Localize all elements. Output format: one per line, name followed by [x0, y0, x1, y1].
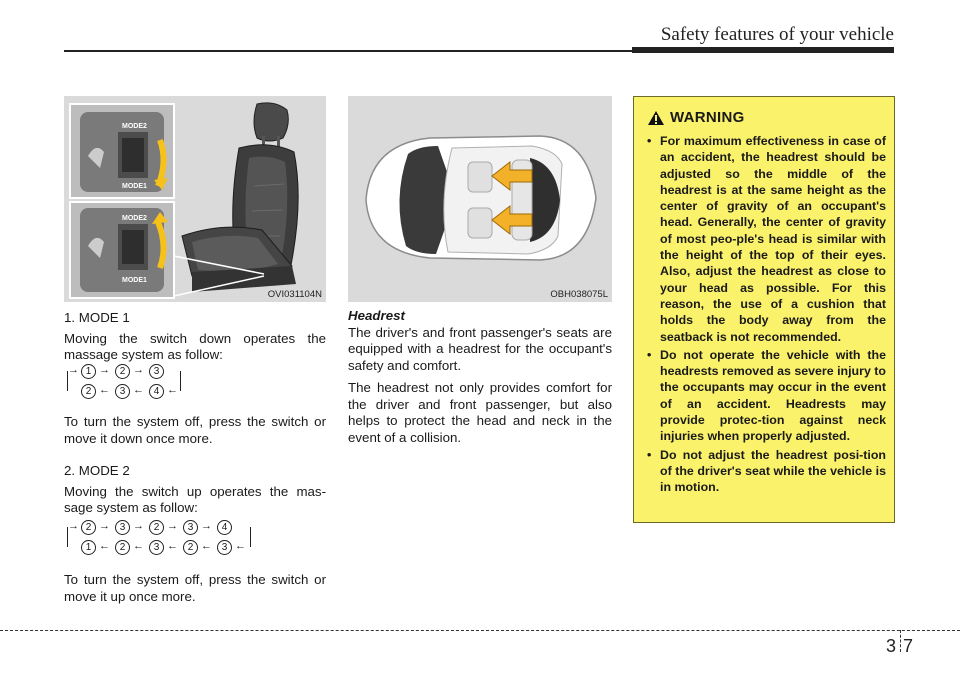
chapter-number: 3: [886, 636, 897, 656]
mode1-off-text: To turn the system off, press the switch or move it down once more.: [64, 414, 326, 446]
seat-figure: [64, 96, 326, 302]
switch-label-mode2: MODE2: [122, 123, 147, 130]
step: 3: [217, 540, 232, 555]
step: 2: [115, 364, 130, 379]
seat-illustration: [64, 96, 326, 302]
step: 4: [149, 384, 164, 399]
warning-triangle-icon: [648, 111, 664, 125]
step: 3: [183, 520, 198, 535]
mode1-sequence: → 1 → 2 → 3 2 ← 3 ← 4 ←: [64, 364, 184, 404]
left-column: [64, 310, 326, 364]
warning-item: • Do not operate the vehicle with the headrests removed as severe injury to the occupants may occur in the event of an accident. Headrests may provide protec-tion against neck injuries when properly adjusted.: [646, 347, 886, 445]
step: 1: [81, 364, 96, 379]
mode2-sequence: → 2 → 3 → 2 → 3 → 4 1 ← 2 ← 3 ← 2 ← 3 ←: [64, 520, 244, 560]
mode2-heading: 2. MODE 2: [64, 463, 130, 478]
left-column-mid: [64, 414, 326, 517]
section-title: Safety features of your vehicle: [660, 24, 894, 45]
headrest-para-1: The driver's and front passenger's seats are equipped with a headrest for the occupant's safety and comfort.: [348, 324, 612, 373]
footer-rule: [0, 630, 960, 631]
warning-header: [648, 109, 745, 126]
page-number: 7: [903, 636, 914, 656]
step: 3: [149, 540, 164, 555]
step: 4: [217, 520, 232, 535]
mode2-description: Moving the switch up operates the mas-sage system as follow:: [64, 483, 326, 515]
step: 2: [115, 540, 130, 555]
warning-title: WARNING: [670, 109, 745, 126]
car-figure-code: OBH038075L: [550, 289, 608, 300]
headrest-heading: Headrest: [348, 308, 405, 323]
step: 2: [149, 520, 164, 535]
step: 1: [81, 540, 96, 555]
step: 2: [81, 384, 96, 399]
warning-item: • Do not adjust the headrest posi-tion of the driver's seat while the vehicle is in motion.: [646, 447, 886, 496]
car-illustration: [348, 96, 612, 302]
step: 3: [115, 520, 130, 535]
mode1-heading: 1. MODE 1: [64, 310, 130, 325]
mode1-description: Moving the switch down operates the massage system as follow:: [64, 330, 326, 362]
warning-item: • For maximum effectiveness in case of an accident, the headrest should be adjusted so the middle of the headrest is at the same height as the center of gravity of an occupant's head. Generally, the center of gravity of most peo-ple's head is similar with the height of the top of their eyes. Also, adjust the headrest as close to your head as possible. For this reason, the use of a cushion that holds the body away from the seatback is not recommended.: [646, 133, 886, 345]
step: 2: [183, 540, 198, 555]
car-figure: [348, 96, 612, 302]
seat-figure-code: OVI031104N: [267, 289, 322, 300]
left-column-end: [64, 572, 326, 605]
step: 3: [149, 364, 164, 379]
step: 3: [115, 384, 130, 399]
page-divider: [900, 630, 901, 652]
middle-column: [348, 308, 612, 446]
switch-label-mode1-lower: MODE1: [122, 277, 147, 284]
mode2-off-text: To turn the system off, press the switch or move it up once more.: [64, 572, 326, 604]
header-bar: [632, 47, 894, 53]
headrest-para-2: The headrest not only provides comfort for the driver and front passenger, but also helps to protect the head and neck in the event of a collision.: [348, 380, 612, 445]
warning-box: [633, 96, 895, 523]
warning-list: [646, 133, 886, 498]
switch-label-mode2-lower: MODE2: [122, 215, 147, 222]
switch-label-mode1: MODE1: [122, 183, 147, 190]
step: 2: [81, 520, 96, 535]
